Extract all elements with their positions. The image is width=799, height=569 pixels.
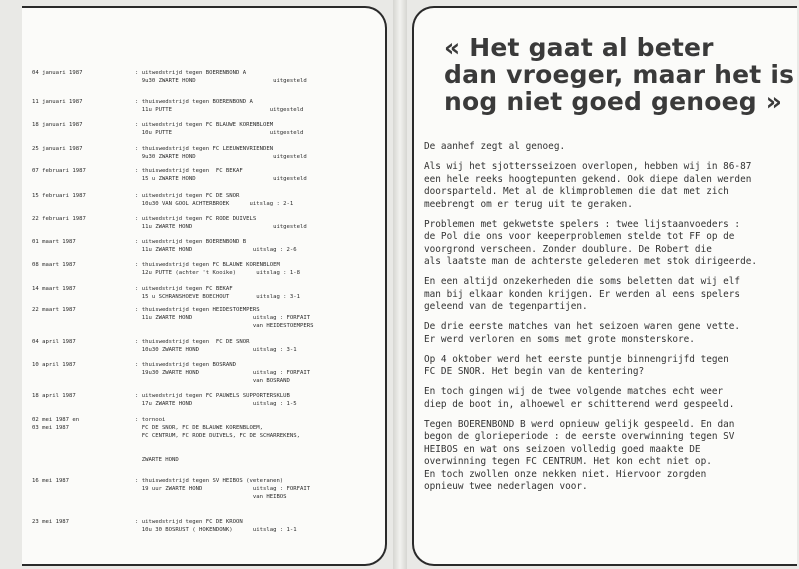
- schedule-detail-line: 12u PUTTE (achter 't Kooike) uitslag : 1-8: [135, 270, 301, 276]
- schedule-date-line: 01 maart 1987: [32, 239, 76, 245]
- schedule-date: [32, 338, 117, 346]
- left-page-schedule: [22, 6, 387, 566]
- article-body: [424, 141, 792, 501]
- article-line: De aanhef zegt al genoeg.: [424, 141, 566, 152]
- article-paragraph: [424, 276, 792, 314]
- article-paragraph: [424, 386, 792, 411]
- schedule-detail-line: : thuiswedstrijd tegen BOSRAND: [135, 362, 237, 368]
- article-line: diep de boot in, alhoewel er schitterend werd gespeeld.: [424, 398, 735, 410]
- schedule-date: [32, 518, 117, 526]
- schedule-date-line: 22 februari 1987: [32, 216, 86, 222]
- schedule-detail-line: : uitwedstrijd tegen FC RODE DUIVELS: [135, 216, 257, 222]
- schedule-date-line: 07 februari 1987: [32, 168, 86, 174]
- schedule-date: [32, 306, 117, 314]
- schedule-detail-line: van BOSRAND: [135, 378, 290, 384]
- schedule-detail-line: 11u ZWARTE HOND uitslag : 2-6: [135, 247, 297, 253]
- schedule-details: [135, 98, 371, 114]
- schedule-date: [32, 261, 117, 269]
- article-title-line: « Het gaat al beter: [444, 33, 714, 62]
- schedule-detail-line: : uitwedstrijd tegen FC DE SNOR: [135, 193, 240, 199]
- schedule-detail-line: : thuiswedstrijd tegen FC LEEUWENVRIENDEN: [135, 146, 274, 152]
- schedule-detail-line: van HEIBOS: [135, 494, 287, 500]
- schedule-details: [135, 416, 371, 464]
- article-line: meebrengt om er terug uit te geraken.: [424, 198, 633, 210]
- schedule-date-line: 03 mei 1987: [32, 425, 70, 431]
- article-line: als laatste man de achterste gelederen met stok dirigeerde.: [424, 256, 758, 267]
- schedule-date-line: 08 maart 1987: [32, 262, 76, 268]
- schedule-date-line: 04 april 1987: [32, 339, 76, 345]
- schedule-date-line: 23 mei 1987: [32, 519, 70, 525]
- schedule-date-line: 16 mei 1987: [32, 478, 70, 484]
- schedule-detail-line: : uitwedstrijd tegen FC BLAUWE KORENBLOEM: [135, 122, 274, 128]
- schedule-details: [135, 261, 371, 277]
- schedule-details: [135, 145, 371, 161]
- schedule-detail-line: 9u30 ZWARTE HOND uitgesteld: [135, 154, 307, 160]
- article-title-line: nog niet goed genoeg »: [444, 87, 783, 116]
- schedule-detail-line: 10u 30 BOSRUST ( HOKENDONK) uitslag : 1-1: [135, 527, 297, 533]
- article-paragraph: [424, 419, 792, 494]
- article-line: geleend van de tegenpartijen.: [424, 301, 588, 312]
- schedule-detail-line: : uitwedstrijd tegen FC PAUWELS SUPPORTERSKLUB: [135, 393, 290, 399]
- schedule-detail-line: 15 u SCHRANSHOEVE BOECHOUT uitslag : 3-1: [135, 294, 301, 300]
- article-line: De drie eerste matches van het seizoen waren gene vette.: [424, 321, 741, 332]
- schedule-detail-line: : uitwedstrijd tegen FC DE KROON: [135, 519, 243, 525]
- schedule-details: [135, 238, 371, 254]
- schedule-detail-line: : thuiswedstrijd tegen FC DE SNOR: [135, 339, 250, 345]
- article-paragraph: [424, 161, 792, 211]
- schedule-date: [32, 145, 117, 153]
- schedule-date-line: 18 januari 1987: [32, 122, 83, 128]
- schedule-detail-line: FC CENTRUM, FC RODE DUIVELS, FC DE SCHARREKENS,: [135, 433, 301, 439]
- schedule-date-line: 10 april 1987: [32, 362, 76, 368]
- schedule-detail-line: : thuiswedstrijd tegen FC BEKAF: [135, 168, 243, 174]
- article-paragraph: [424, 321, 792, 346]
- schedule-detail-line: 11u PUTTE uitgesteld: [135, 107, 304, 113]
- schedule-detail-line: : thuiswedstrijd tegen SV HEIBOS (veteranen): [135, 478, 284, 484]
- article-title-line: dan vroeger, maar het is: [444, 60, 795, 89]
- schedule-details: [135, 361, 371, 385]
- schedule-details: [135, 306, 371, 330]
- schedule-details: [135, 285, 371, 301]
- schedule-detail-line: : thuiswedstrijd tegen HEIDESTOEMPERS: [135, 307, 260, 313]
- schedule-detail-line: : uitwedstrijd tegen BOERENBOND A: [135, 70, 247, 76]
- schedule-detail-line: 10u30 VAN GOOL ACHTERBROEK uitslag : 2-1: [135, 201, 294, 207]
- schedule-date: [32, 167, 117, 175]
- article-line: Op 4 oktober werd het eerste puntje binnengrijfd tegen: [424, 353, 729, 365]
- article-line: Tegen BOERENBOND B werd opnieuw gelijk gespeeld. En dan: [424, 418, 735, 430]
- schedule-date: [32, 98, 117, 106]
- schedule-details: [135, 69, 371, 85]
- article-line: FC DE SNOR. Het begin van de kentering?: [424, 366, 645, 377]
- schedule-details: [135, 477, 371, 501]
- schedule-date-line: 11 januari 1987: [32, 99, 83, 105]
- schedule-date-line: 14 maart 1987: [32, 286, 76, 292]
- schedule-details: [135, 392, 371, 408]
- schedule-detail-line: [135, 448, 371, 456]
- article-line: En toch gingen wij de twee volgende matches echt weer: [424, 386, 724, 397]
- schedule-detail-line: FC DE SNOR, FC DE BLAUWE KORENBLOEM,: [135, 425, 263, 431]
- schedule-date: [32, 416, 117, 432]
- right-page-article: [412, 6, 797, 566]
- article-line: HEIBOS en wat ons seizoen volledig goed maakte DE: [424, 443, 701, 455]
- schedule-detail-line: 10u PUTTE uitgesteld: [135, 130, 304, 136]
- schedule-detail-line: van HEIDESTOEMPERS: [135, 323, 314, 329]
- schedule-detail-line: : uitwedstrijd tegen BOERENBOND B: [135, 239, 247, 245]
- schedule-date: [32, 192, 117, 200]
- schedule-detail-line: 11u ZWARTE HOND uitgesteld: [135, 224, 307, 230]
- article-line: Er werd verloren en soms met grote monsterskore.: [424, 333, 695, 345]
- schedule-details: [135, 215, 371, 231]
- article-paragraph: [424, 219, 792, 269]
- article-line: En een altijd onzekerheden die soms beletten dat wij elf: [424, 276, 741, 287]
- schedule-details: [135, 121, 371, 137]
- schedule-date-line: 15 februari 1987: [32, 193, 86, 199]
- schedule-details: [135, 192, 371, 208]
- schedule-detail-line: 11u ZWARTE HOND uitslag : FORFAIT: [135, 315, 311, 321]
- article-paragraph: [424, 354, 792, 379]
- schedule-date: [32, 215, 117, 223]
- article-line: de Pol die ons voor keeperproblemen stelde tot FF op de: [424, 231, 735, 242]
- schedule-date: [32, 392, 117, 400]
- schedule-detail-line: [135, 440, 371, 448]
- schedule-detail-line: ZWARTE HOND: [135, 457, 179, 463]
- schedule-detail-line: 10u30 ZWARTE HOND uitslag : 3-1: [135, 347, 297, 353]
- match-schedule: [22, 8, 385, 564]
- schedule-detail-line: 17u ZWARTE HOND uitslag : 1-5: [135, 401, 297, 407]
- schedule-detail-line: : tornooi: [135, 417, 166, 423]
- article-line: een hele reeks hoogtepunten gekend. Ook diepe dalen werden: [424, 173, 752, 185]
- schedule-detail-line: 15 u ZWARTE HOND uitgesteld: [135, 176, 307, 182]
- book-gutter: [393, 0, 407, 569]
- article-title: [444, 33, 795, 116]
- schedule-date-line: 22 maart 1987: [32, 307, 76, 313]
- schedule-detail-line: 19u30 ZWARTE HOND uitslag : FORFAIT: [135, 370, 311, 376]
- article-paragraph: [424, 141, 792, 154]
- schedule-detail-line: 9u30 ZWARTE HOND uitgesteld: [135, 78, 307, 84]
- schedule-detail-line: : thuiswedstrijd tegen FC BLAUWE KORENBLOEM: [135, 262, 280, 268]
- schedule-date-line: 02 mei 1987 en: [32, 417, 80, 423]
- article-line: doorsparteld. Met al de klimproblemen die dat met zich: [424, 186, 729, 197]
- article-line: Als wij het sjottersseizoen overlopen, hebben wij in 86-87: [424, 161, 752, 172]
- schedule-date: [32, 121, 117, 129]
- article-line: man bij elkaar konden krijgen. Er werden al eens spelers: [424, 288, 741, 300]
- schedule-detail-line: : thuiswedstrijd tegen BOERENBOND A: [135, 99, 253, 105]
- schedule-details: [135, 338, 371, 354]
- schedule-date: [32, 285, 117, 293]
- article-line: voorgrond verscheen. Zonder doublure. De Robert die: [424, 243, 712, 255]
- article-line: begon de glorieperiode : de eerste overwinning tegen SV: [424, 431, 735, 442]
- schedule-date-line: 18 april 1987: [32, 393, 76, 399]
- schedule-details: [135, 518, 371, 534]
- schedule-date: [32, 238, 117, 246]
- article-line: opnieuw twee nederlagen voor.: [424, 481, 588, 492]
- schedule-date: [32, 69, 117, 77]
- schedule-date-line: 04 januari 1987: [32, 70, 83, 76]
- article-line: Problemen met gekwetste spelers : twee lijstaanvoeders :: [424, 218, 741, 230]
- article-line: overwinning tegen FC CENTRUM. Het kon echt niet op.: [424, 456, 712, 467]
- schedule-date: [32, 477, 117, 485]
- schedule-detail-line: : uitwedstrijd tegen FC BEKAF: [135, 286, 233, 292]
- schedule-date-line: 25 januari 1987: [32, 146, 83, 152]
- schedule-date: [32, 361, 117, 369]
- schedule-detail-line: 19 uur ZWARTE HOND uitslag : FORFAIT: [135, 486, 311, 492]
- schedule-details: [135, 167, 371, 183]
- article-line: En toch zwollen onze nekken niet. Hiervoor zorgden: [424, 468, 707, 480]
